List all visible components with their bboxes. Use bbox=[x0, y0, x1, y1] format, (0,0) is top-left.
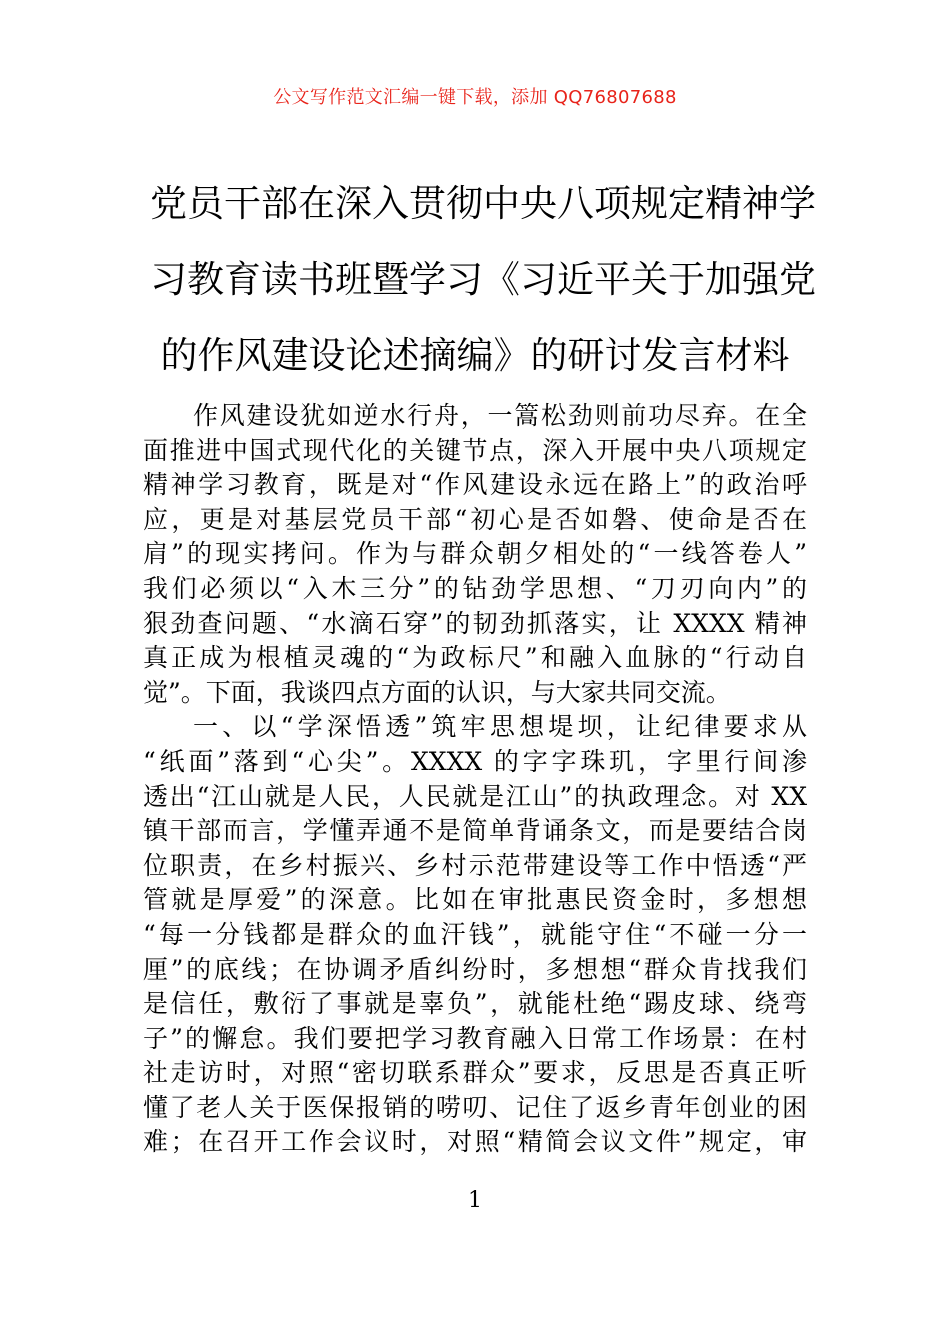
paragraph-line: 真正成为根植灵魂的“为政标尺”和融入血脉的“行动自 bbox=[143, 643, 807, 673]
paragraph-line: 作风建设犹如逆水行舟，一篙松劲则前功尽弃。在全 bbox=[193, 401, 807, 430]
paragraph-line: 管就是厚爱”的深意。比如在审批惠民资金时，多想想 bbox=[143, 885, 807, 915]
document-title bbox=[150, 166, 816, 394]
paragraph-line: 是信任，敷衍了事就是辜负”，就能杜绝“踢皮球、绕弯 bbox=[143, 989, 807, 1019]
title-line: 习教育读书班暨学习《习近平关于加强党 bbox=[150, 258, 816, 301]
paragraph-line: “每一分钱都是群众的血汗钱”，就能守住“不碰一分一 bbox=[143, 919, 807, 949]
paragraph-line: 我们必须以“入木三分”的钻劲学思想、“刀刃向内”的 bbox=[143, 573, 807, 603]
paragraph-line: 位职责，在乡村振兴、乡村示范带建设等工作中悟透“严 bbox=[143, 850, 807, 880]
title-line: 的作风建设论述摘编》的研讨发言材料 bbox=[160, 334, 790, 377]
header-watermark-text: 公文写作范文汇编一键下载，添加 QQ76807688 bbox=[273, 87, 677, 108]
paragraph-line: 透出“江山就是人民，人民就是江山”的执政理念。对 XX bbox=[143, 781, 807, 811]
title-line: 党员干部在深入贯彻中央八项规定精神学 bbox=[150, 182, 816, 225]
paragraph-line: 应，更是对基层党员干部“初心是否如磐、使命是否在 bbox=[143, 504, 807, 534]
paragraph-line: 镇干部而言，学懂弄通不是简单背诵条文，而是要结合岗 bbox=[143, 816, 807, 846]
section-heading-line: 一、以“学深悟透”筑牢思想堤坝，让纪律要求从 bbox=[193, 712, 807, 742]
paragraph-line: 狠劲查问题、“水滴石穿”的韧劲抓落实，让 XXXX 精神 bbox=[143, 608, 807, 638]
paragraph-line: 子”的懈怠。我们要把学习教育融入日常工作场景：在村 bbox=[143, 1023, 807, 1053]
paragraph-line: 肩”的现实拷问。作为与群众朝夕相处的“一线答卷人” bbox=[143, 539, 807, 569]
paragraph-line: 懂了老人关于医保报销的唠叨、记住了返乡青年创业的困 bbox=[143, 1092, 807, 1122]
page-number: 1 bbox=[468, 1188, 482, 1213]
paragraph-line: 面推进中国式现代化的关键节点，深入开展中央八项规定 bbox=[143, 435, 807, 465]
paragraph-line: 厘”的底线；在协调矛盾纠纷时，多想想“群众肯找我们 bbox=[143, 954, 807, 984]
paragraph-line: 社走访时，对照“密切联系群众”要求，反思是否真正听 bbox=[143, 1058, 807, 1088]
paragraph-line: 难；在召开工作会议时，对照“精简会议文件”规定，审 bbox=[143, 1127, 807, 1157]
paragraph-line: 精神学习教育，既是对“作风建设永远在路上”的政治呼 bbox=[143, 470, 807, 500]
document-body bbox=[143, 399, 807, 1160]
paragraph-line: 觉”。下面，我谈四点方面的认识，与大家共同交流。 bbox=[143, 677, 731, 707]
paragraph-line: “纸面”落到“心尖”。XXXX 的字字珠玑，字里行间渗 bbox=[143, 746, 807, 776]
